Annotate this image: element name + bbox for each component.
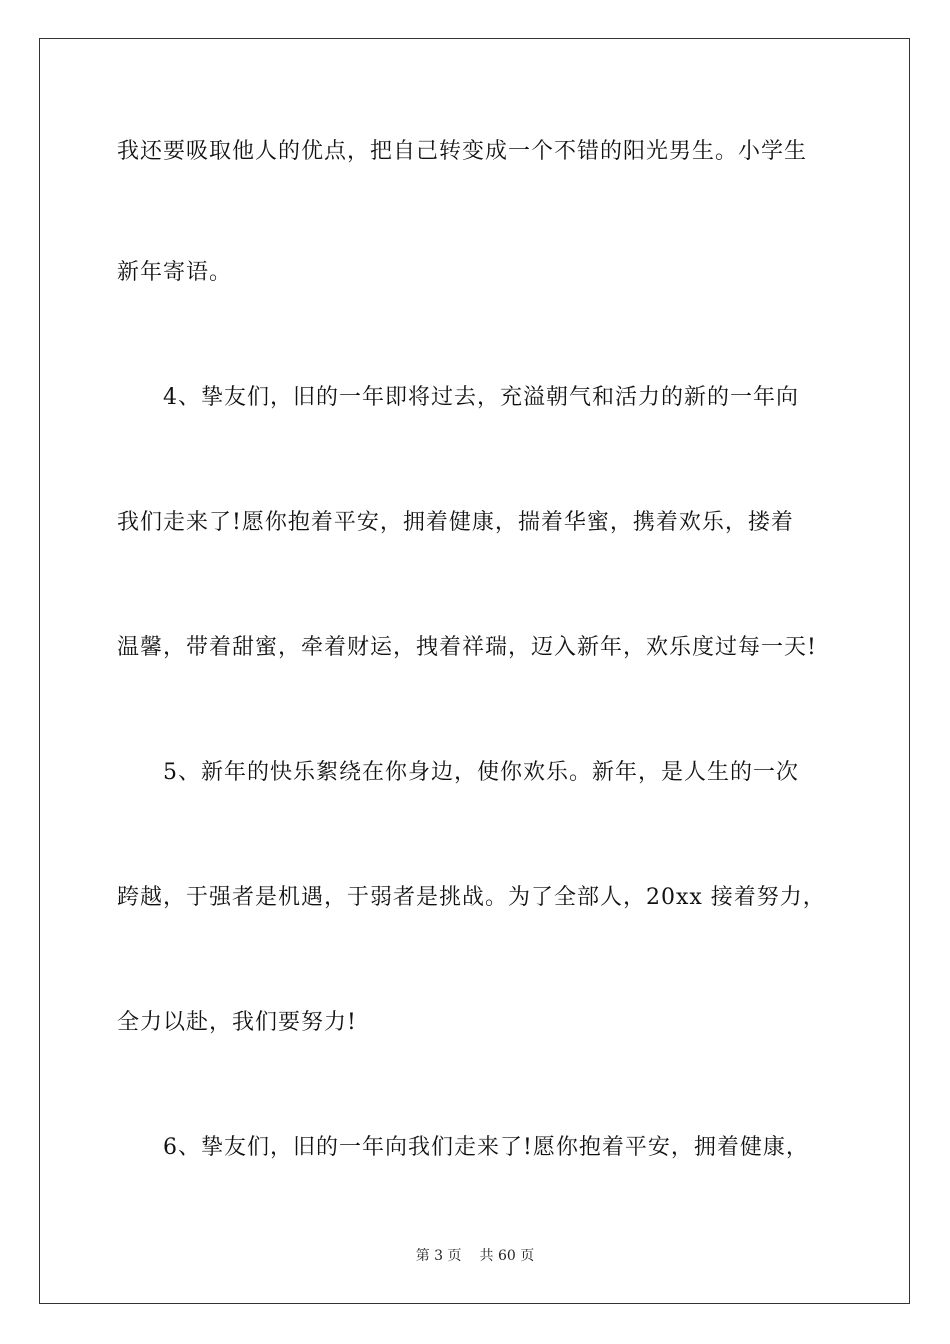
- text-line: 我还要吸取他人的优点，把自己转变成一个不错的阳光男生。小学生: [117, 139, 808, 164]
- page-frame: [39, 38, 910, 1304]
- text-line: 新年寄语。: [117, 260, 233, 285]
- text-line: 全力以赴，我们要努力!: [117, 1010, 357, 1035]
- paragraph-start-line: 5、新年的快乐絮绕在你身边，使你欢乐。新年，是人生的一次: [163, 760, 799, 785]
- text-line: 我们走来了!愿你抱着平安，拥着健康，揣着华蜜，携着欢乐，搂着: [117, 510, 794, 535]
- paragraph-start-line: 6、挚友们，旧的一年向我们走来了!愿你抱着平安，拥着健康，: [163, 1135, 809, 1160]
- page-footer: [0, 1247, 950, 1265]
- page-number: 第 3 页: [415, 1248, 462, 1264]
- total-pages: 共 60 页: [479, 1248, 535, 1264]
- text-line: 温馨，带着甜蜜，牵着财运，拽着祥瑞，迈入新年，欢乐度过每一天!: [117, 635, 817, 660]
- paragraph-start-line: 4、挚友们，旧的一年即将过去，充溢朝气和活力的新的一年向: [163, 385, 799, 410]
- text-line: 跨越，于强者是机遇，于弱者是挑战。为了全部人，20xx 接着努力，: [117, 885, 826, 910]
